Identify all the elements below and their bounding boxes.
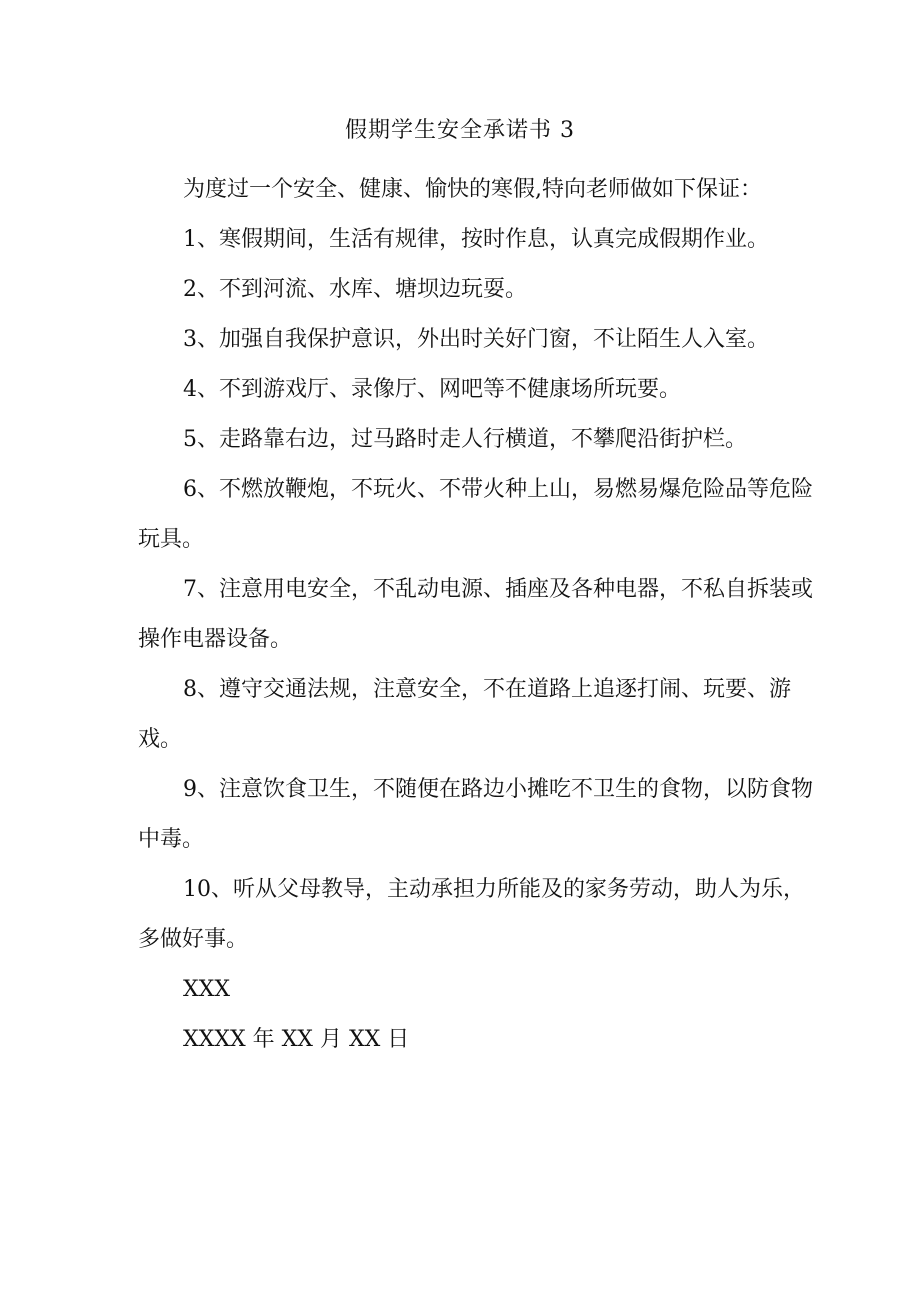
pledge-item-10: 10、听从父母教导，主动承担力所能及的家务劳动，助人为乐，多做好事。 (138, 877, 805, 952)
pledge-item-5: 5、走路靠右边，过马路时走人行横道，不攀爬沿街护栏。 (183, 427, 747, 452)
pledge-item-2: 2、不到河流、水库、塘坝边玩耍。 (183, 277, 527, 302)
pledge-item-1: 1、寒假期间，生活有规律，按时作息，认真完成假期作业。 (183, 227, 769, 252)
pledge-item-6: 6、不燃放鞭炮，不玩火、不带火种上山，易燃易爆危险品等危险玩具。 (138, 477, 813, 552)
pledge-item-7: 7、注意用电安全，不乱动电源、插座及各种电器，不私自拆装或操作电器设备。 (138, 577, 813, 652)
pledge-item-3: 3、加强自我保护意识，外出时关好门窗，不让陌生人入室。 (183, 327, 769, 352)
document-body (138, 165, 818, 1065)
intro-paragraph: 为度过一个安全、健康、愉快的寒假,特向老师做如下保证： (183, 177, 762, 202)
pledge-item-8: 8、遵守交通法规，注意安全，不在道路上追逐打闹、玩要、游戏。 (138, 677, 791, 752)
signature-date: XXXX 年 XX 月 XX 日 (183, 1027, 410, 1052)
pledge-item-9: 9、注意饮食卫生，不随便在路边小摊吃不卫生的食物，以防食物中毒。 (138, 777, 813, 852)
document-title: 假期学生安全承诺书 3 (345, 118, 575, 143)
pledge-item-4: 4、不到游戏厅、录像厅、网吧等不健康场所玩要。 (183, 377, 681, 402)
signature-name: XXX (183, 977, 230, 1002)
